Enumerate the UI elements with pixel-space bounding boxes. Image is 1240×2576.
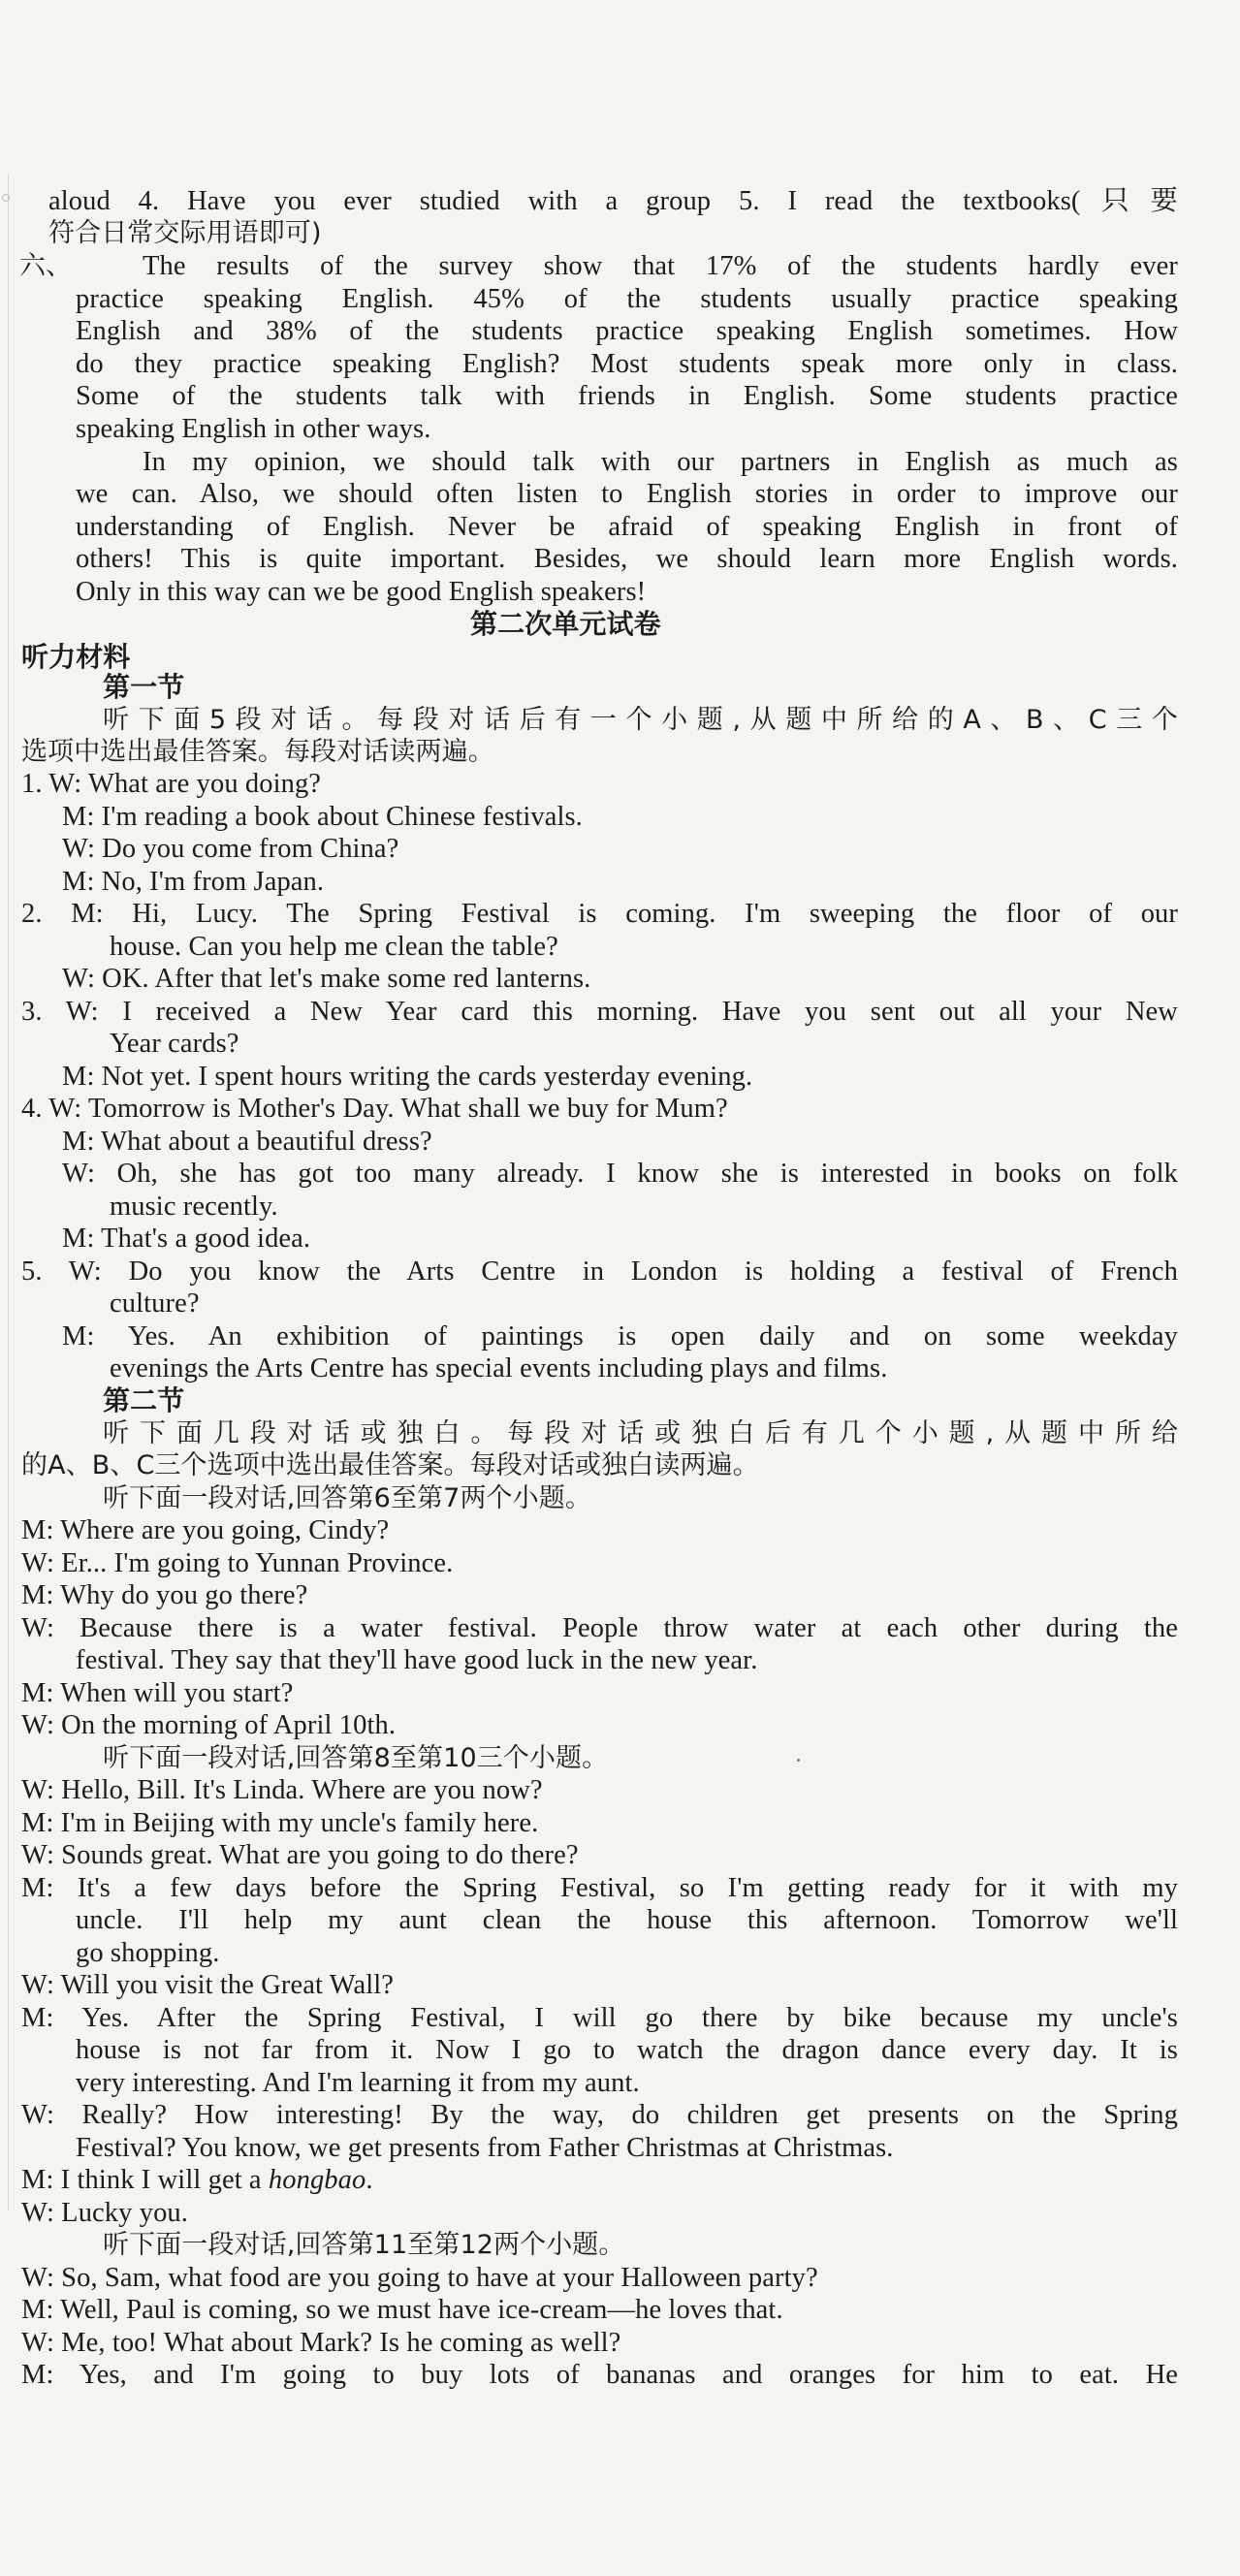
dialogue-line: W: Me, too! What about Mark? Is he coming as well? xyxy=(21,2328,621,2358)
dialogue-line: Year cards? xyxy=(110,1029,239,1059)
dialogue-line: 1. W: What are you doing? xyxy=(21,769,322,799)
page-edge-line xyxy=(8,175,9,2210)
dialogue-line xyxy=(21,2164,373,2197)
dialogue-line: W: On the morning of April 10th. xyxy=(21,1710,397,1740)
instruction-line: 听下面一段对话,回答第11至第12两个小题。 xyxy=(103,2230,625,2260)
section-number: 六、 xyxy=(19,251,73,281)
answer-line: aloud 4. Have you ever studied with a group 5. I read the textbooks(只要 xyxy=(48,186,1178,216)
dialogue-line: M: Why do you go there? xyxy=(21,1580,308,1610)
dialogue-line: 5. W: Do you know the Arts Centre in London is holding a festival of French xyxy=(21,1256,1178,1287)
dialogue-line: W: So, Sam, what food are you going to have at your Halloween party? xyxy=(21,2263,818,2293)
dialogue-line: M: When will you start? xyxy=(21,1678,294,1708)
dialogue-line: M: Not yet. I spent hours writing the cards yesterday evening. xyxy=(62,1062,753,1092)
dialogue-line: W: OK. After that let's make some red lanterns. xyxy=(62,964,591,994)
essay-line: speaking English in other ways. xyxy=(76,414,431,444)
dialogue-line: W: Will you visit the Great Wall? xyxy=(21,1970,395,2000)
dialogue-line: 4. W: Tomorrow is Mother's Day. What shall we buy for Mum? xyxy=(21,1094,728,1124)
dialogue-line: uncle. I'll help my aunt clean the house this afternoon. Tomorrow we'll xyxy=(76,1905,1178,1935)
italic-word: hongbao xyxy=(268,2165,366,2195)
dialogue-line: 2. M: Hi, Lucy. The Spring Festival is coming. I'm sweeping the floor of our xyxy=(21,899,1178,929)
stray-mark xyxy=(797,1759,800,1762)
instruction-line: 听下面一段对话,回答第6至第7两个小题。 xyxy=(103,1483,591,1513)
dialogue-line: house is not far from it. Now I go to watch the dragon dance every day. It is xyxy=(76,2035,1178,2065)
dialogue-line: W: Really? How interesting! By the way, do children get presents on the Spring xyxy=(21,2100,1178,2130)
dialogue-line: go shopping. xyxy=(76,1938,220,1968)
dialogue-line: M: Where are you going, Cindy? xyxy=(21,1515,390,1545)
dialogue-line: W: Do you come from China? xyxy=(62,834,399,864)
dialogue-line: M: Yes. After the Spring Festival, I will go there by bike because my uncle's xyxy=(21,2003,1178,2033)
dialogue-line: M: I'm in Beijing with my uncle's family here. xyxy=(21,1808,539,1838)
dialogue-line: festival. They say that they'll have good luck in the new year. xyxy=(76,1645,758,1675)
essay-line: we can. Also, we should often listen to English stories in order to improve our xyxy=(76,479,1178,509)
dialogue-line: W: Sounds great. What are you going to do there? xyxy=(21,1840,579,1870)
essay-line: others! This is quite important. Besides, we should learn more English words. xyxy=(76,544,1178,574)
essay-line: practice speaking English. 45% of the students usually practice speaking xyxy=(76,284,1178,314)
dialogue-line: Festival? You know, we get presents from Father Christmas at Christmas. xyxy=(76,2133,894,2163)
test-title: 第二次单元试卷 xyxy=(470,608,661,640)
instruction-line: 听下面5段对话。每段对话后有一个小题,从题中所给的A、B、C三个 xyxy=(103,705,1178,735)
dialogue-line: M: Yes, and I'm going to buy lots of bananas and oranges for him to eat. He xyxy=(21,2360,1178,2390)
dialogue-line: W: Er... I'm going to Yunnan Province. xyxy=(21,1548,454,1578)
dialogue-line: M: Yes. An exhibition of paintings is open daily and on some weekday xyxy=(62,1321,1178,1352)
instruction-line: 听下面几段对话或独白。每段对话或独白后有几个小题,从题中所给 xyxy=(103,1418,1178,1448)
dialogue-line: music recently. xyxy=(110,1192,278,1222)
dialogue-line: M: I'm reading a book about Chinese festivals. xyxy=(62,802,583,832)
subsection-heading: 第二节 xyxy=(103,1384,185,1416)
essay-line: do they practice speaking English? Most students speak more only in class. xyxy=(76,349,1178,379)
dialogue-line: W: Because there is a water festival. People throw water at each other during the xyxy=(21,1613,1178,1643)
dialogue-line: W: Hello, Bill. It's Linda. Where are you now? xyxy=(21,1775,543,1805)
dialogue-line: house. Can you help me clean the table? xyxy=(110,932,558,962)
dialogue-line: M: No, I'm from Japan. xyxy=(62,867,325,897)
binding-mark xyxy=(2,194,10,202)
essay-line: In my opinion, we should talk with our partners in English as much as xyxy=(143,447,1178,477)
answer-line: 符合日常交际用语即可) xyxy=(48,218,322,248)
dialogue-line: W: Oh, she has got too many already. I know she is interested in books on folk xyxy=(62,1159,1178,1189)
subsection-heading: 第一节 xyxy=(103,671,185,703)
dialogue-line: M: It's a few days before the Spring Festival, so I'm getting ready for it with my xyxy=(21,1873,1178,1903)
essay-line: English and 38% of the students practice speaking English sometimes. How xyxy=(76,316,1178,346)
dialogue-line: 3. W: I received a New Year card this morning. Have you sent out all your New xyxy=(21,997,1178,1027)
instruction-line: 选项中选出最佳答案。每段对话读两遍。 xyxy=(21,737,494,767)
essay-line: Some of the students talk with friends in English. Some students practice xyxy=(76,381,1178,411)
instruction-line: 的A、B、C三个选项中选出最佳答案。每段对话或独白读两遍。 xyxy=(21,1450,759,1480)
instruction-line: 听下面一段对话,回答第8至第10三个小题。 xyxy=(103,1743,609,1773)
dialogue-line: M: What about a beautiful dress? xyxy=(62,1127,432,1157)
dialogue-line: culture? xyxy=(110,1288,200,1319)
dialogue-line: W: Lucky you. xyxy=(21,2198,188,2228)
section-heading: 听力材料 xyxy=(21,641,131,673)
dialogue-line: M: That's a good idea. xyxy=(62,1224,311,1254)
dialogue-text: M: I think I will get a xyxy=(21,2165,269,2195)
dialogue-line: M: Well, Paul is coming, so we must have ice-cream—he loves that. xyxy=(21,2295,783,2325)
punctuation: . xyxy=(366,2165,373,2195)
essay-line: The results of the survey show that 17% of the students hardly ever xyxy=(143,251,1178,281)
dialogue-line: evenings the Arts Centre has special events including plays and films. xyxy=(110,1353,888,1383)
dialogue-line: very interesting. And I'm learning it from my aunt. xyxy=(76,2068,640,2098)
essay-line: understanding of English. Never be afraid of speaking English in front of xyxy=(76,512,1178,542)
essay-line: Only in this way can we be good English speakers! xyxy=(76,577,647,607)
